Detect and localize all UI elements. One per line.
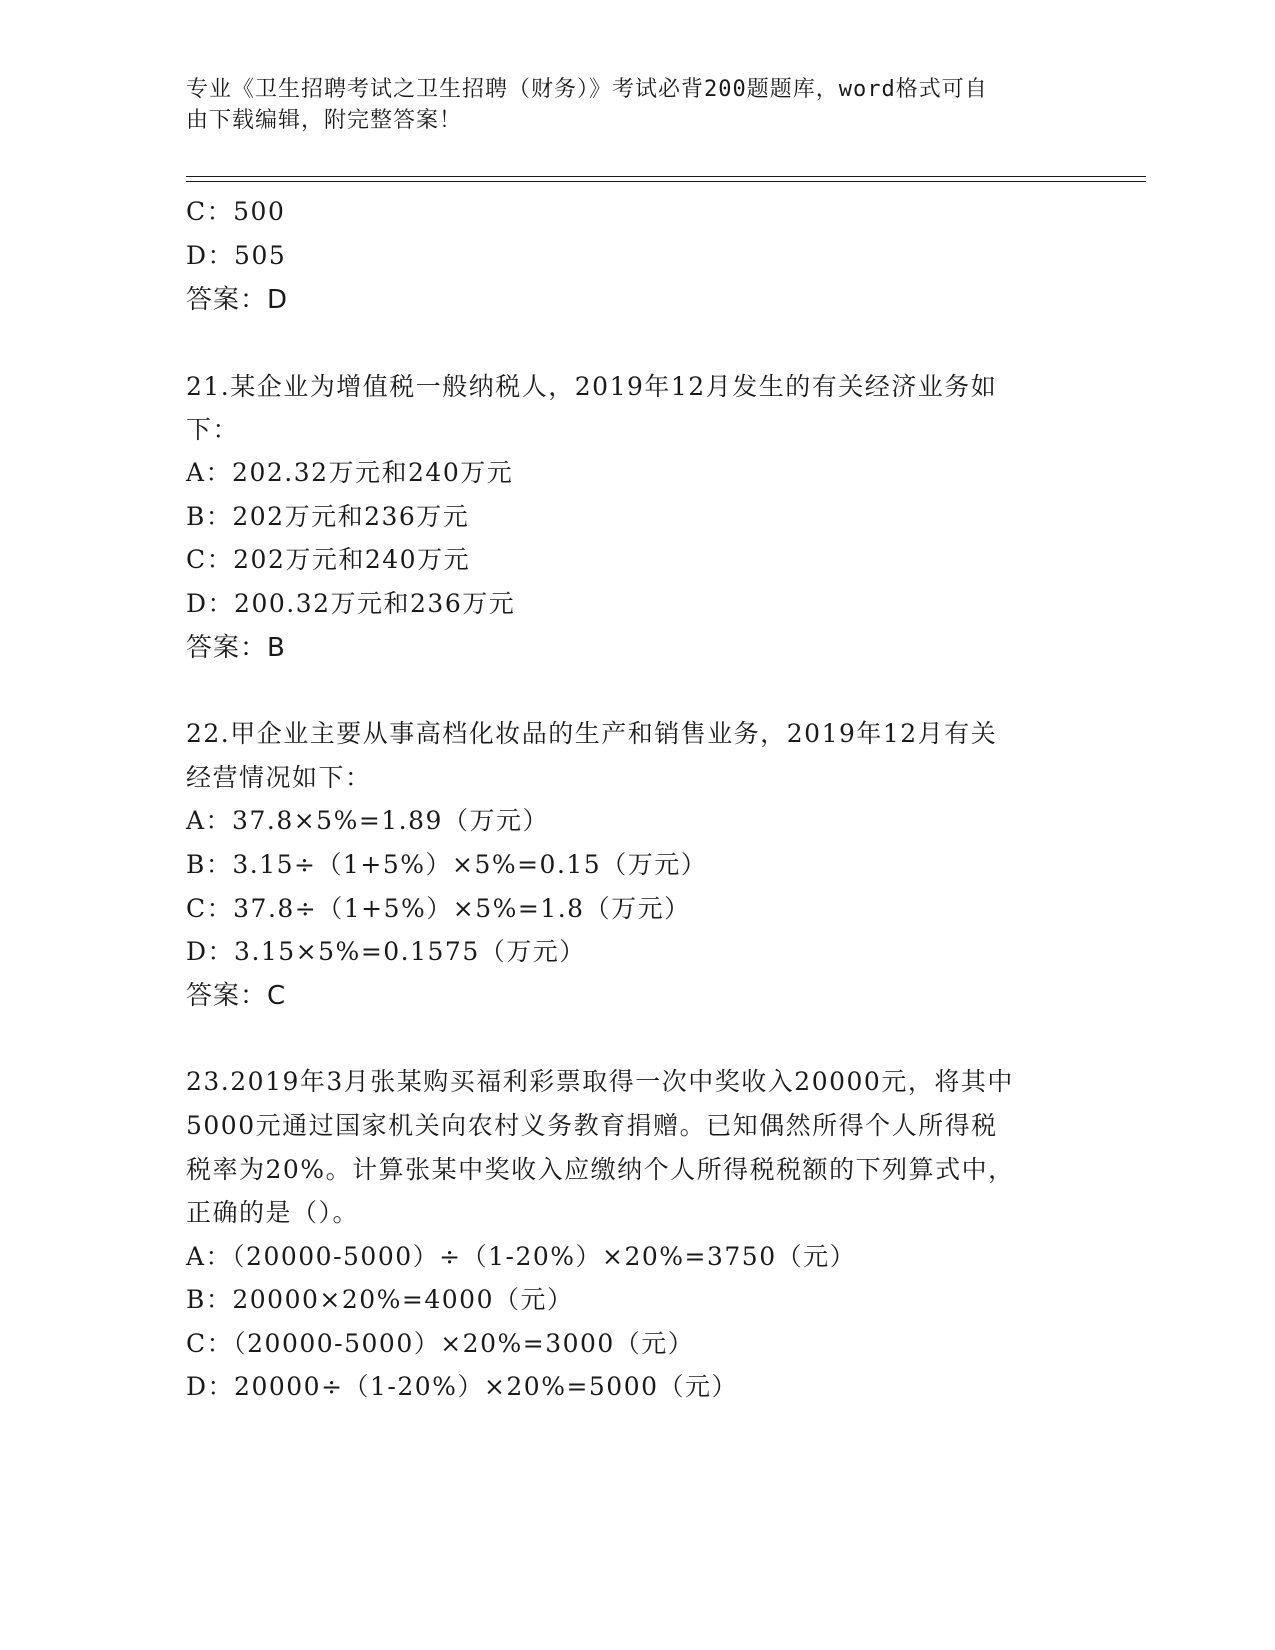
q23-stem-line-4: 正确的是（）。 [186, 1198, 360, 1227]
q21-option-d: D：200.32万元和236万元 [186, 589, 516, 618]
document-header [186, 74, 1066, 136]
q22-answer: 答案：C [186, 981, 287, 1011]
q23-stem-line-2: 5000元通过国家机关向农村义务教育捐赠。已知偶然所得个人所得税 [186, 1111, 998, 1140]
q23-option-a: A：（20000-5000）÷（1-20%）×20%=3750（元） [186, 1242, 857, 1271]
q20-option-d: D：505 [186, 241, 287, 270]
q21-stem-line-2: 下： [186, 415, 240, 444]
q22-option-c: C：37.8÷（1+5%）×5%=1.8（万元） [186, 894, 691, 923]
q23-option-d: D：20000÷（1-20%）×20%=5000（元） [186, 1372, 739, 1401]
q23-option-c: C：（20000-5000）×20%=3000（元） [186, 1329, 695, 1358]
q21-option-b: B：202万元和236万元 [186, 502, 470, 531]
q21-option-c: C：202万元和240万元 [186, 545, 471, 574]
q22-option-d: D：3.15×5%=0.1575（万元） [186, 937, 586, 966]
q22-option-b: B：3.15÷（1+5%）×5%=0.15（万元） [186, 850, 708, 879]
q21-answer: 答案：B [186, 633, 286, 663]
header-line-2: 由下载编辑，附完整答案！ [186, 108, 463, 133]
q22-stem-line-2: 经营情况如下： [186, 763, 372, 792]
header-line-1: 专业《卫生招聘考试之卫生招聘（财务）》考试必背200题题库，word格式可自 [186, 77, 988, 102]
q21-stem-line-1: 21.某企业为增值税一般纳税人，2019年12月发生的有关经济业务如 [186, 372, 998, 401]
q22-option-a: A：37.8×5%=1.89（万元） [186, 806, 549, 835]
q20-option-c: C：500 [186, 197, 286, 226]
q23-stem-line-1: 23.2019年3月张某购买福利彩票取得一次中奖收入20000元，将其中 [186, 1067, 1014, 1096]
q23-option-b: B：20000×20%=4000（元） [186, 1285, 574, 1314]
header-divider-bottom [186, 181, 1146, 182]
q21-option-a: A：202.32万元和240万元 [186, 458, 514, 487]
q22-stem-line-1: 22.甲企业主要从事高档化妆品的生产和销售业务，2019年12月有关 [186, 719, 998, 748]
q23-stem-line-3: 税率为20%。计算张某中奖收入应缴纳个人所得税税额的下列算式中， [186, 1155, 1015, 1184]
q20-answer: 答案：D [186, 285, 289, 315]
header-divider-top [186, 176, 1146, 177]
